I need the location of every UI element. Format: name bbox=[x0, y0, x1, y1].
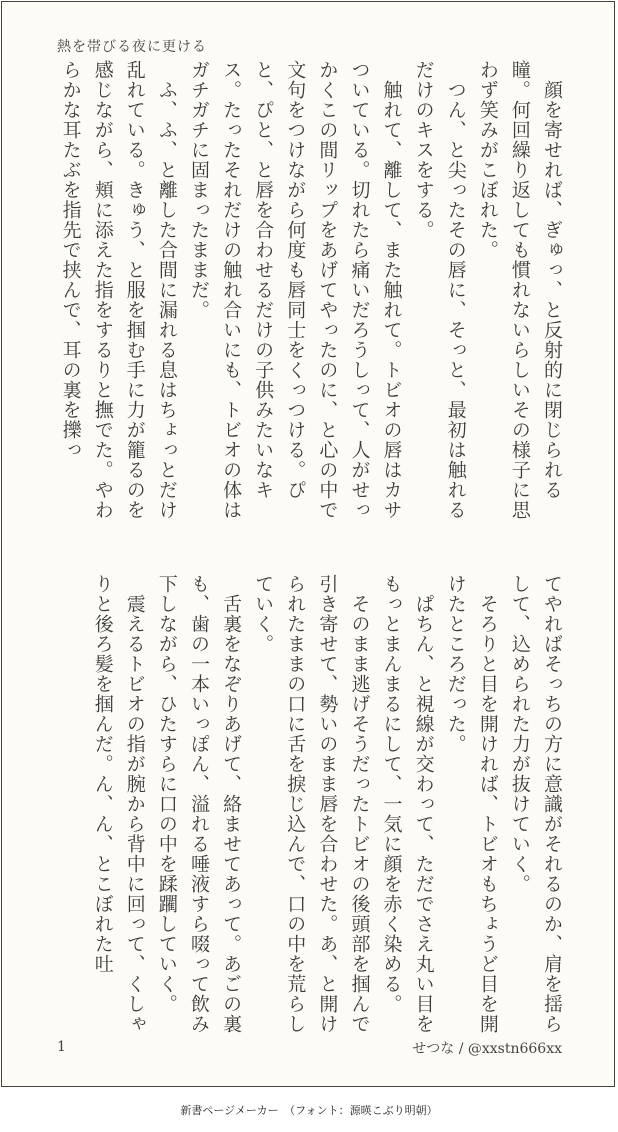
book-page bbox=[1, 1, 615, 1087]
paragraph: そのまま逃げそうだったトビオの後頭部を掴んで引き寄せて、勢いのまま唇を合わせた。あ、と開けられたままの口に舌を捩じ込んで、口の中を荒らしていく。 bbox=[252, 574, 371, 1034]
upper-text-block bbox=[54, 60, 568, 530]
header-title: 熱を帯びる夜に更ける bbox=[57, 39, 207, 55]
generator-credit: 新書ページメーカー （フォント：源暎こぶり明朝） bbox=[180, 1104, 438, 1117]
paragraph: てやればそっちの方に意識がそれるのか、肩を揺らして、込められた力が抜けていく。 bbox=[508, 574, 563, 1034]
author-credit: せつな / @xxstn666xx bbox=[412, 1041, 562, 1057]
paragraph: 震えるトビオの指が腕から背中に回って、くしゃりと後ろ髪を掴んだ。ん、ん、とこぼれた吐 bbox=[91, 574, 146, 1034]
paragraph: 舌裏をなぞりあげて、絡ませてあって。あごの裏も、歯の一本いっぽん、溢れる唾液すら啜って飲み下しながら、ひたすらに口の中を蹂躙していく。 bbox=[155, 574, 243, 1034]
paragraph: 触れて、離して、また触れて。トビオの唇はカサついている。切れたら痛いだろうしって、人がせっかくこの間リップをあげてやったのに、と心の中で文句をつけながら何度も唇同士をくっつける。ぴと、ぴと、と唇を合わせるだけの子供みたいなキス。たったそれだけの触れ合いにも、トビオの体はガチガチに固まったままだ。 bbox=[187, 60, 403, 520]
lower-text-block bbox=[54, 574, 568, 1044]
paragraph: 顔を寄せれば、ぎゅっ、と反射的に閉じられる瞳。何回繰り返しても慣れないらしいその様子に思わず笑みがこぼれた。 bbox=[476, 60, 563, 520]
page-number: 1 bbox=[57, 1039, 66, 1055]
paragraph: ぱちん、と視線が交わって、ただでさえ丸い目をもっとまんまるにして、一気に顔を赤く染める。 bbox=[380, 574, 435, 1034]
paragraph: そろりと目を開ければ、トビオもちょうど目を開けたところだった。 bbox=[444, 574, 499, 1034]
paragraph: つん、と尖ったその唇に、そっと、最初は触れるだけのキスをする。 bbox=[412, 60, 467, 520]
paragraph: ふ、ふ、と離した合間に漏れる息はちょっとだけ乱れている。きゅう、と服を掴む手に力が籠るのを感じながら、頬に添えた指をするりと撫でた。やわらかな耳たぶを指先で挟んで、耳の裏を擽っ bbox=[59, 60, 178, 520]
